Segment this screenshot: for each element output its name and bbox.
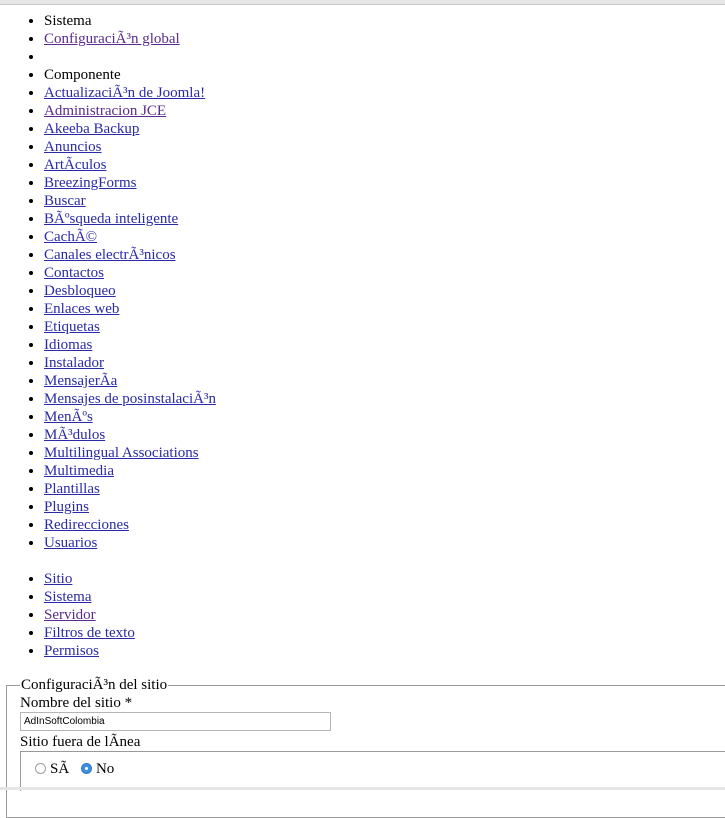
offline-label: Sitio fuera de lÃnea — [20, 734, 141, 750]
component-item[interactable] — [44, 372, 216, 390]
component-link-weblinks[interactable]: Enlaces web — [44, 301, 120, 317]
component-item[interactable] — [44, 120, 216, 138]
browser-top-edge — [0, 0, 725, 5]
component-item[interactable] — [44, 480, 216, 498]
component-item[interactable] — [44, 426, 216, 444]
component-link-redirects[interactable]: Redirecciones — [44, 517, 129, 533]
menu-heading-system-label: Sistema — [44, 13, 92, 29]
component-link-newsfeeds[interactable]: Canales electrÃ³nicos — [44, 247, 176, 263]
tab-item[interactable] — [44, 606, 135, 624]
config-tabs — [0, 570, 135, 660]
radio-no-button[interactable] — [81, 763, 92, 774]
component-link-multilingual[interactable]: Multilingual Associations — [44, 445, 199, 461]
component-item[interactable] — [44, 246, 216, 264]
component-link-banners[interactable]: Anuncios — [44, 139, 102, 155]
component-item[interactable] — [44, 174, 216, 192]
component-link-menus[interactable]: MenÃºs — [44, 409, 93, 425]
offline-option-yes[interactable] — [35, 761, 69, 777]
component-link-media[interactable]: Multimedia — [44, 463, 114, 479]
component-link-messaging[interactable]: MensajerÃa — [44, 373, 118, 389]
component-item[interactable] — [44, 444, 216, 462]
component-link-joomla-update[interactable]: ActualizaciÃ³n de Joomla! — [44, 85, 206, 101]
component-item[interactable] — [44, 516, 216, 534]
menu-heading-component-label: Componente — [44, 67, 121, 83]
site-config-legend: ConfiguraciÃ³n del sitio — [21, 677, 168, 693]
tab-server[interactable]: Servidor — [44, 607, 96, 623]
component-link-users[interactable]: Usuarios — [44, 535, 98, 551]
menu-empty-item — [44, 48, 216, 66]
component-item[interactable] — [44, 354, 216, 372]
component-item[interactable] — [44, 228, 216, 246]
component-link-breezingforms[interactable]: BreezingForms — [44, 175, 137, 191]
radio-yes-button[interactable] — [35, 763, 46, 774]
component-item[interactable] — [44, 318, 216, 336]
site-name-label: Nombre del sitio * — [20, 695, 133, 711]
component-link-contacts[interactable]: Contactos — [44, 265, 104, 281]
component-item[interactable] — [44, 264, 216, 282]
component-item[interactable] — [44, 102, 216, 120]
menu-heading-component — [44, 66, 216, 84]
component-link-search[interactable]: Buscar — [44, 193, 86, 209]
menu-heading-system — [44, 12, 216, 30]
component-link-smart-search[interactable]: BÃºsqueda inteligente — [44, 211, 179, 227]
component-item[interactable] — [44, 192, 216, 210]
component-link-modules[interactable]: MÃ³dulos — [44, 427, 106, 443]
tab-item[interactable] — [44, 624, 135, 642]
site-config-fieldset — [6, 676, 725, 818]
component-item[interactable] — [44, 498, 216, 516]
component-item[interactable] — [44, 390, 216, 408]
component-link-checkin[interactable]: Desbloqueo — [44, 283, 116, 299]
offline-radio-group — [20, 751, 725, 791]
component-item[interactable] — [44, 138, 216, 156]
component-item[interactable] — [44, 300, 216, 318]
component-item[interactable] — [44, 336, 216, 354]
site-name-input[interactable] — [20, 712, 331, 731]
component-link-tags[interactable]: Etiquetas — [44, 319, 100, 335]
radio-yes-label: SÃ — [50, 761, 70, 777]
tab-item[interactable] — [44, 570, 135, 588]
component-item[interactable] — [44, 462, 216, 480]
component-link-jce[interactable]: Administracion JCE — [44, 103, 167, 119]
tab-system[interactable]: Sistema — [44, 589, 92, 605]
tab-text-filters[interactable]: Filtros de texto — [44, 625, 135, 641]
tab-site[interactable]: Sitio — [44, 571, 73, 587]
component-item[interactable] — [44, 282, 216, 300]
component-link-akeeba[interactable]: Akeeba Backup — [44, 121, 140, 137]
component-item[interactable] — [44, 156, 216, 174]
global-config-link[interactable]: ConfiguraciÃ³n global — [44, 31, 180, 47]
component-link-templates[interactable]: Plantillas — [44, 481, 100, 497]
component-link-plugins[interactable]: Plugins — [44, 499, 90, 515]
component-link-cache[interactable]: CachÃ© — [44, 229, 98, 245]
admin-menu-list — [0, 12, 216, 552]
component-link-installer[interactable]: Instalador — [44, 355, 104, 371]
tab-item[interactable] — [44, 588, 135, 606]
radio-no-label: No — [95, 761, 115, 777]
component-item[interactable] — [44, 84, 216, 102]
menu-item-global-config[interactable] — [44, 30, 216, 48]
tab-permissions[interactable]: Permisos — [44, 643, 100, 659]
component-link-articles[interactable]: ArtÃculos — [44, 157, 107, 173]
component-item[interactable] — [44, 408, 216, 426]
component-item[interactable] — [44, 534, 216, 552]
component-item[interactable] — [44, 210, 216, 228]
offline-option-no[interactable] — [81, 761, 114, 777]
tab-item[interactable] — [44, 642, 135, 660]
component-link-postinstall[interactable]: Mensajes de posinstalaciÃ³n — [44, 391, 216, 407]
component-link-languages[interactable]: Idiomas — [44, 337, 93, 353]
